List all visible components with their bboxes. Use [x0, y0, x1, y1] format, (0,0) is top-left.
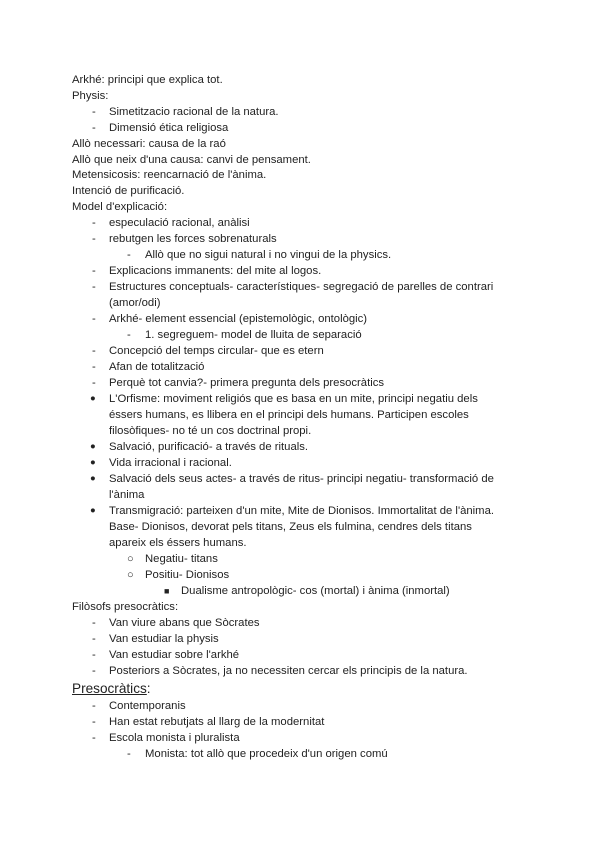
line-van-viure: Van viure abans que Sòcrates [109, 617, 260, 629]
circle-marker: ○ [127, 553, 134, 565]
line-allo-necessari: Allò necessari: causa de la raó [72, 138, 226, 150]
line-transmigracio-cont2: apareix els éssers humans. [109, 537, 247, 549]
line-rebutgen: rebutgen les forces sobrenaturals [109, 233, 277, 245]
line-simetitzacio: Simetitzacio racional de la natura. [109, 106, 279, 118]
dash-marker: - [92, 633, 96, 645]
dash-marker: - [92, 122, 96, 134]
dash-marker: - [92, 106, 96, 118]
line-orfisme: L'Orfisme: moviment religiós que es basa en un mite, principi negatiu dels [109, 393, 478, 405]
dash-marker: - [127, 748, 131, 760]
heading-presocratics [72, 681, 151, 697]
line-contemporanis: Contemporanis [109, 700, 186, 712]
line-allo-neix: Allò que neix d'una causa: canvi de pensament. [72, 154, 311, 166]
heading-presocratics-text: Presocràtics [72, 681, 147, 696]
line-negatiu: Negatiu- titans [145, 553, 218, 565]
line-estructures: Estructures conceptuals- característiques- segregació de parelles de contrari [109, 281, 494, 293]
line-monista: Monista: tot allò que procedeix d'un origen comú [145, 748, 388, 760]
dash-marker: - [92, 265, 96, 277]
dash-marker: - [92, 649, 96, 661]
line-positiu: Positiu- Dionisos [145, 569, 230, 581]
line-concepcio: Concepció del temps circular- que es etern [109, 345, 324, 357]
line-intencio: Intenció de purificació. [72, 185, 185, 197]
line-afan: Afan de totalització [109, 361, 205, 373]
bullet-marker: ● [90, 473, 96, 484]
square-marker: ■ [164, 586, 170, 596]
bullet-marker: ● [90, 505, 96, 516]
line-orfisme-cont1: éssers humans, es llibera en el principi dels humans. Participen escoles [109, 409, 469, 421]
line-salvacio: Salvació, purificació- a través de rituals. [109, 441, 309, 453]
line-orfisme-cont2: filosòfiques- no té un cos doctrinal propi. [109, 425, 312, 437]
dash-marker: - [92, 361, 96, 373]
line-transmigracio-cont1: Base- Dionisos, devorat pels titans, Zeus els fulmina, cendres dels titans [109, 521, 472, 533]
dash-marker: - [127, 249, 131, 261]
line-allo-natural: Allò que no sigui natural i no vingui de la physics. [145, 249, 392, 261]
line-salvacio-actes-cont: l'ànima [109, 489, 145, 501]
line-transmigracio: Transmigració: parteixen d'un mite, Mite de Dionisos. Immortalitat de l'ànima. [109, 505, 495, 517]
bullet-marker: ● [90, 457, 96, 468]
dash-marker: - [92, 617, 96, 629]
line-dimensio: Dimensió ética religiosa [109, 122, 229, 134]
dash-marker: - [92, 345, 96, 357]
dash-marker: - [92, 377, 96, 389]
dash-marker: - [92, 700, 96, 712]
dash-marker: - [127, 329, 131, 341]
line-van-estudiar-physis: Van estudiar la physis [109, 633, 219, 645]
line-filosofs: Filòsofs presocràtics: [72, 601, 179, 613]
dash-marker: - [92, 313, 96, 325]
line-metensicosis: Metensicosis: reencarnació de l'ànima. [72, 169, 267, 181]
line-physis: Physis: [72, 90, 109, 102]
line-dualisme: Dualisme antropològic- cos (mortal) i ànima (inmortal) [181, 585, 450, 597]
line-explicacions: Explicacions immanents: del mite al logos. [109, 265, 322, 277]
bullet-marker: ● [90, 441, 96, 452]
line-salvacio-actes: Salvació dels seus actes- a través de ritus- principi negatiu- transformació de [109, 473, 494, 485]
dash-marker: - [92, 217, 96, 229]
dash-marker: - [92, 233, 96, 245]
line-estructures-cont: (amor/odi) [109, 297, 161, 309]
line-posteriors: Posteriors a Sòcrates, ja no necessiten cercar els principis de la natura. [109, 665, 468, 677]
line-han-estat: Han estat rebutjats al llarg de la modernitat [109, 716, 325, 728]
line-model: Model d'explicació: [72, 201, 168, 213]
line-segreguem: 1. segreguem- model de lluita de separació [145, 329, 362, 341]
line-arkhe: Arkhé: principi que explica tot. [72, 74, 223, 86]
line-vida: Vida irracional i racional. [109, 457, 232, 469]
dash-marker: - [92, 716, 96, 728]
line-perque: Perquè tot canvia?- primera pregunta dels presocràtics [109, 377, 385, 389]
dash-marker: - [92, 665, 96, 677]
circle-marker: ○ [127, 569, 134, 581]
line-van-estudiar-arkhe: Van estudiar sobre l'arkhé [109, 649, 240, 661]
dash-marker: - [92, 281, 96, 293]
line-escola: Escola monista i pluralista [109, 732, 240, 744]
bullet-marker: ● [90, 393, 96, 404]
dash-marker: - [92, 732, 96, 744]
line-especulacio: especulació racional, anàlisi [109, 217, 250, 229]
line-arkhe-element: Arkhé- element essencial (epistemològic, ontològic) [109, 313, 368, 325]
heading-colon: : [146, 681, 151, 696]
